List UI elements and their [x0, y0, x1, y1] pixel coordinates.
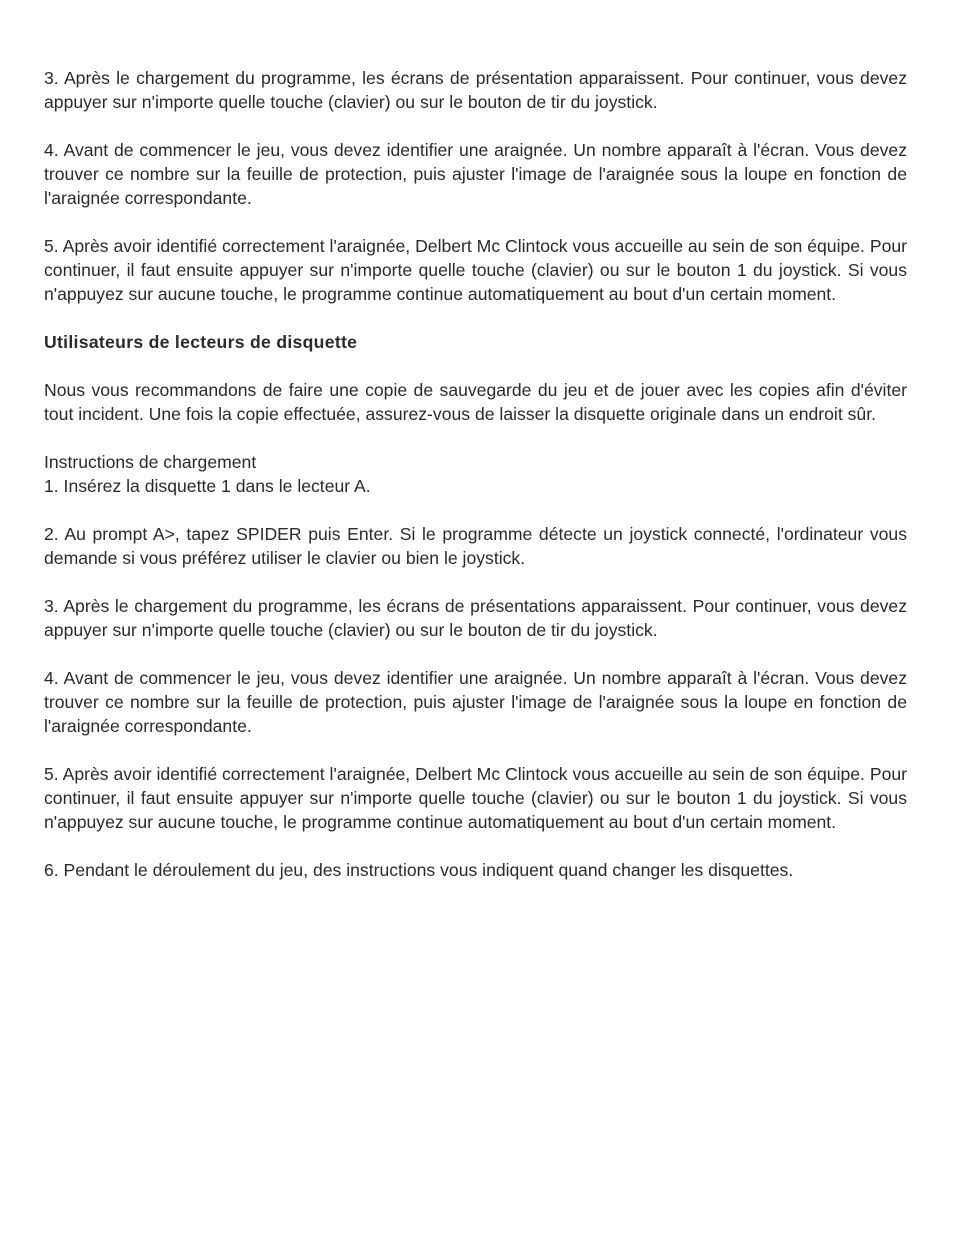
backup-recommendation: Nous vous recommandons de faire une copie de sauvegarde du jeu et de jouer avec les copies afin d'éviter tout incident. Une fois la copie effectuée, assurez-vous de laisser la disquette originale dans un endroit sûr.: [44, 380, 907, 424]
loading-instructions-header: [44, 450, 907, 498]
floppy-step-4-text: 4. Avant de commencer le jeu, vous devez identifier une araignée. Un nombre apparaît à l'écran. Vous devez trouver ce nombre sur la feuille de protection, puis ajuster l'image de l'araignée sous la loupe en fonction de l'araignée correspondante.: [44, 668, 907, 736]
section-heading: Utilisateurs de lecteurs de disquette: [44, 332, 358, 352]
floppy-step-5-text: 5. Après avoir identifié correctement l'araignée, Delbert Mc Clintock vous accueille au sein de son équipe. Pour continuer, il faut ensuite appuyer sur n'importe quelle touche (clavier) ou sur le bouton 1 du joystick. Si vous n'appuyez sur aucune touche, le programme continue automatiquement au bout d'un certain moment.: [44, 764, 907, 832]
floppy-step-6-text: 6. Pendant le déroulement du jeu, des instructions vous indiquent quand changer les disquettes.: [44, 860, 794, 880]
floppy-step-2-text: 2. Au prompt A>, tapez SPIDER puis Enter. Si le programme détecte un joystick connecté, l'ordinateur vous demande si vous préférez utiliser le clavier ou bien le joystick.: [44, 524, 907, 568]
step-4-text: 4. Avant de commencer le jeu, vous devez identifier une araignée. Un nombre apparaît à l'écran. Vous devez trouver ce nombre sur la feuille de protection, puis ajuster l'image de l'araignée sous la loupe en fonction de l'araignée correspondante.: [44, 140, 907, 208]
document-body: [44, 66, 907, 906]
floppy-step-1-text: 1. Insérez la disquette 1 dans le lecteur A.: [44, 476, 371, 496]
step-5-text: 5. Après avoir identifié correctement l'araignée, Delbert Mc Clintock vous accueille au sein de son équipe. Pour continuer, il faut ensuite appuyer sur n'importe quelle touche (clavier) ou sur le bouton 1 du joystick. Si vous n'appuyez sur aucune touche, le programme continue automatiquement au bout d'un certain moment.: [44, 236, 907, 304]
floppy-step-3-text: 3. Après le chargement du programme, les écrans de présentations apparaissent. Pour continuer, vous devez appuyer sur n'importe quelle touche (clavier) ou sur le bouton de tir du joystick.: [44, 596, 907, 640]
step-3-text: 3. Après le chargement du programme, les écrans de présentation apparaissent. Pour continuer, vous devez appuyer sur n'importe quelle touche (clavier) ou sur le bouton de tir du joystick.: [44, 68, 907, 112]
instructions-title: Instructions de chargement: [44, 452, 257, 472]
